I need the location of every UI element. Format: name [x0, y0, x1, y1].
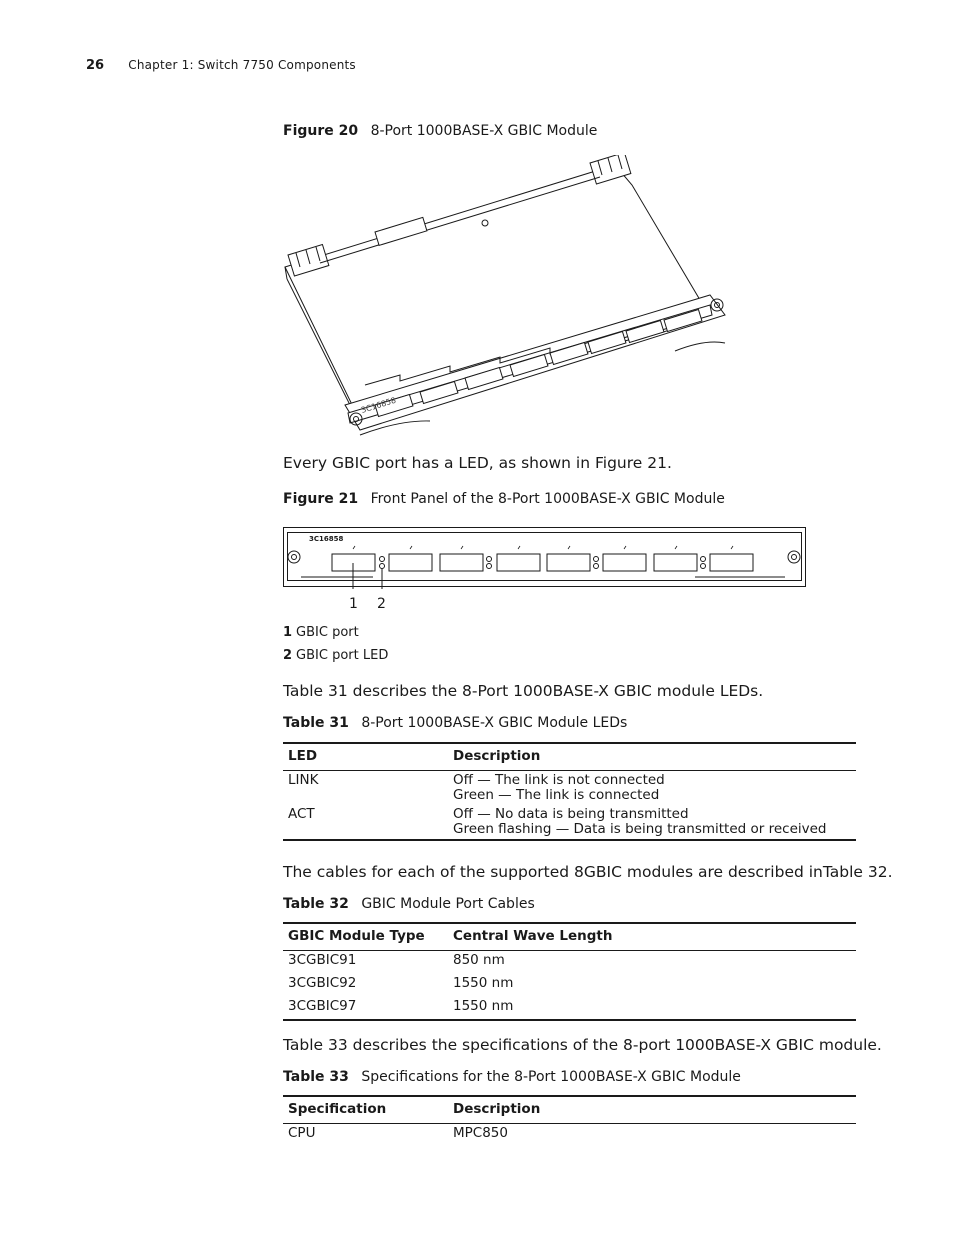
- table-33-caption: [283, 1069, 741, 1085]
- table-row: [283, 1124, 856, 1144]
- table-32: [283, 922, 856, 1021]
- wave-length: 850 nm: [453, 952, 505, 968]
- led-name: ACT: [288, 806, 315, 822]
- figure-20-label: Figure 20: [283, 123, 359, 139]
- page-number: 26: [86, 58, 105, 73]
- column-header: Specification: [288, 1101, 387, 1117]
- table-33: [283, 1095, 856, 1143]
- running-header: [86, 58, 356, 73]
- table-31-label: Table 31: [283, 715, 349, 731]
- chapter-title: Chapter 1: Switch 7750 Components: [128, 58, 356, 72]
- module-type: 3CGBIC91: [288, 952, 357, 968]
- specification-value: MPC850: [453, 1125, 508, 1141]
- column-header: Description: [453, 748, 541, 764]
- specification-name: CPU: [288, 1125, 316, 1141]
- paragraph-table32-intro: The cables for each of the supported 8GBIC modules are described inTable 32.: [283, 863, 893, 881]
- gbic-port-leds: [380, 557, 706, 569]
- table-31-caption: [283, 715, 627, 731]
- table-row: [283, 997, 856, 1020]
- column-header: LED: [288, 748, 318, 764]
- module-type: 3CGBIC97: [288, 997, 357, 1014]
- paragraph-table31-intro: Table 31 describes the 8-Port 1000BASE-X GBIC module LEDs.: [283, 682, 764, 700]
- gbic-port-8: [710, 554, 753, 571]
- callout-1: 1: [349, 596, 358, 612]
- description-line: Off — No data is being transmitted: [453, 806, 689, 822]
- wave-length: 1550 nm: [453, 974, 514, 991]
- table-33-label: Table 33: [283, 1069, 349, 1085]
- led-description: [448, 771, 856, 806]
- gbic-module-illustration: [280, 155, 740, 445]
- figure-20-caption: [283, 123, 597, 139]
- description-line: Green flashing — Data is being transmitted or received: [453, 821, 827, 837]
- paragraph-led-intro: Every GBIC port has a LED, as shown in Figure 21.: [283, 454, 672, 472]
- wave-length: 1550 nm: [453, 997, 514, 1014]
- figure-21-title: Front Panel of the 8-Port 1000BASE-X GBIC Module: [370, 491, 725, 507]
- table-31: [283, 742, 856, 841]
- led-description: [448, 805, 856, 840]
- description-line: Off — The link is not connected: [453, 772, 665, 788]
- gbic-port-5: [547, 554, 590, 571]
- gbic-port-2: [389, 554, 432, 571]
- legend-number: 2: [283, 648, 293, 663]
- figure-21-label: Figure 21: [283, 491, 359, 507]
- table-row: [283, 805, 856, 840]
- table-row: [283, 951, 856, 974]
- table-32-title: GBIC Module Port Cables: [361, 896, 535, 912]
- table-32-caption: [283, 896, 535, 912]
- column-header: Central Wave Length: [453, 928, 613, 944]
- legend-item: [283, 625, 359, 640]
- figure-20-title: 8-Port 1000BASE-X GBIC Module: [370, 123, 598, 139]
- module-type: 3CGBIC92: [288, 974, 357, 991]
- panel-model-label: 3C16858: [309, 535, 344, 543]
- callout-2: 2: [377, 596, 386, 612]
- gbic-port-3: [440, 554, 483, 571]
- table-row: [283, 974, 856, 997]
- table-33-title: Specifications for the 8-Port 1000BASE-X GBIC Module: [361, 1069, 741, 1085]
- table-row: [283, 771, 856, 806]
- paragraph-table33-intro: Table 33 describes the specifications of the 8-port 1000BASE-X GBIC module.: [283, 1036, 882, 1054]
- legend-number: 1: [283, 625, 293, 640]
- legend-item: [283, 648, 388, 663]
- legend-text: GBIC port LED: [296, 648, 389, 663]
- front-panel-illustration: [283, 527, 807, 589]
- board-model-label: 3C16858: [359, 395, 398, 415]
- column-header: Description: [453, 1101, 541, 1117]
- column-header: GBIC Module Type: [288, 928, 425, 944]
- figure-21-caption: [283, 491, 725, 507]
- table-32-label: Table 32: [283, 896, 349, 912]
- gbic-port-6: [603, 554, 646, 571]
- table-31-title: 8-Port 1000BASE-X GBIC Module LEDs: [361, 715, 628, 731]
- gbic-port-7: [654, 554, 697, 571]
- gbic-port-4: [497, 554, 540, 571]
- gbic-ports: [332, 554, 753, 571]
- legend-text: GBIC port: [296, 625, 359, 640]
- description-line: Green — The link is connected: [453, 787, 660, 803]
- led-name: LINK: [288, 772, 319, 788]
